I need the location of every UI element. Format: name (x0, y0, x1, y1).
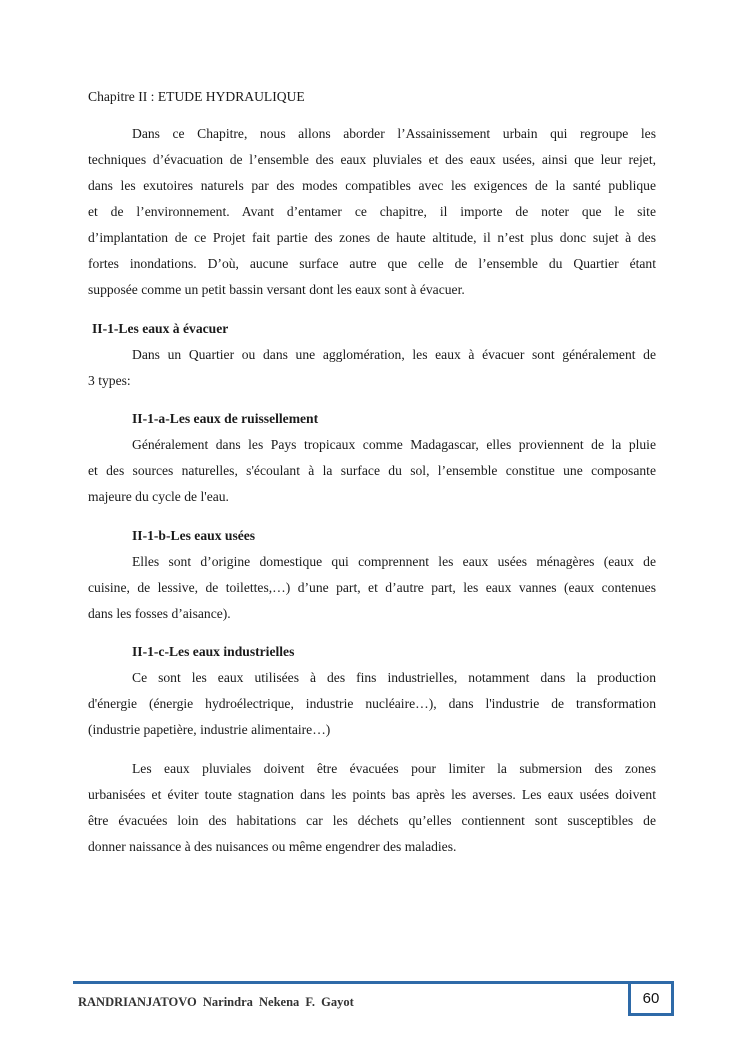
paragraph-line: être évacuées loin des habitations car les déchets qu’elles contiennent sont susceptibles de (88, 813, 656, 828)
paragraph-line: et de l’environnement. Avant d’entamer ce chapitre, il importe de noter que le site (88, 204, 656, 219)
subsection-heading: II-1-b-Les eaux usées (132, 528, 256, 543)
paragraph-line: fortes inondations. D’où, aucune surface autre que celle de l’ensemble du Quartier étant (88, 256, 656, 271)
paragraph-line: 3 types: (88, 373, 131, 388)
page-number: 60 (628, 981, 674, 1016)
paragraph-line: dans les fosses d’aisance). (88, 606, 231, 621)
footer-author: RANDRIANJATOVO Narindra Nekena F. Gayot (78, 995, 354, 1009)
chapter-title: Chapitre II : ETUDE HYDRAULIQUE (88, 89, 305, 104)
paragraph-line: supposée comme un petit bassin versant dont les eaux sont à évacuer. (88, 282, 465, 297)
paragraph-line: d'énergie (énergie hydroélectrique, industrie nucléaire…), dans l'industrie de transformation (88, 696, 656, 711)
subsection-heading: II-1-c-Les eaux industrielles (132, 644, 295, 659)
paragraph-line: urbanisées et éviter toute stagnation dans les points bas après les averses. Les eaux usées doivent (88, 787, 656, 802)
subsection-heading: II-1-a-Les eaux de ruissellement (132, 411, 319, 426)
paragraph-line: Elles sont d’origine domestique qui comprennent les eaux usées ménagères (eaux de (132, 554, 656, 569)
paragraph-line: (industrie papetière, industrie alimentaire…) (88, 722, 331, 737)
paragraph-line: Dans ce Chapitre, nous allons aborder l’Assainissement urbain qui regroupe les (132, 126, 656, 141)
paragraph-line: et des sources naturelles, s'écoulant à la surface du sol, l’ensemble constitue une composante (88, 463, 656, 478)
paragraph-line: dans les exutoires naturels par des modes compatibles avec les exigences de la santé publique (88, 178, 656, 193)
paragraph-line: Les eaux pluviales doivent être évacuées pour limiter la submersion des zones (132, 761, 656, 776)
paragraph-line: techniques d’évacuation de l’ensemble des eaux pluviales et des eaux usées, ainsi que leur rejet, (88, 152, 656, 167)
paragraph-line: Dans un Quartier ou dans une agglomération, les eaux à évacuer sont généralement de (132, 347, 656, 362)
paragraph-line: cuisine, de lessive, de toilettes,…) d’une part, et d’autre part, les eaux vannes (eaux contenues (88, 580, 656, 595)
paragraph-line: d’implantation de ce Projet fait partie des zones de haute altitude, il n’est plus donc sujet à des (88, 230, 656, 245)
paragraph-line: Généralement dans les Pays tropicaux comme Madagascar, elles proviennent de la pluie (132, 437, 656, 452)
paragraph-line: majeure du cycle de l'eau. (88, 489, 229, 504)
paragraph-line: donner naissance à des nuisances ou même engendrer des maladies. (88, 839, 457, 854)
section-heading: II-1-Les eaux à évacuer (92, 321, 229, 336)
footer-rule (73, 981, 673, 984)
paragraph-line: Ce sont les eaux utilisées à des fins industrielles, notamment dans la production (132, 670, 656, 685)
